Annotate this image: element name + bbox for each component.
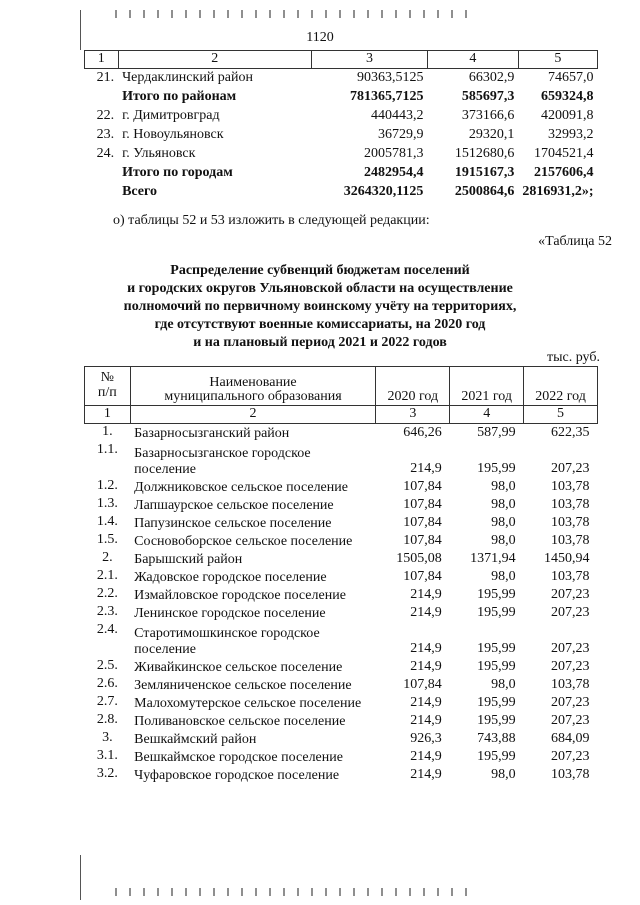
table-row xyxy=(85,748,598,766)
row-value: 659324,8 xyxy=(541,89,594,105)
value-2021: 195,99 xyxy=(477,641,516,657)
row-name: Всего xyxy=(122,184,158,200)
row-number: 2.2. xyxy=(96,586,118,601)
row-name: г. Ульяновск xyxy=(122,146,196,162)
row-value: 32993,2 xyxy=(548,127,594,143)
value-2020: 107,84 xyxy=(403,497,442,513)
row-number: 23. xyxy=(96,127,115,143)
table-row xyxy=(85,532,598,550)
row-value: 74657,0 xyxy=(548,70,594,86)
value-2020: 107,84 xyxy=(403,515,442,531)
row-name: Малохомутерское сельское поселение xyxy=(134,695,362,711)
value-2020: 214,9 xyxy=(410,641,442,657)
value-2022: 207,23 xyxy=(551,713,590,729)
row-number: 1.1. xyxy=(96,442,118,457)
value-2022: 103,78 xyxy=(551,677,590,693)
value-2022: 207,23 xyxy=(551,749,590,765)
value-2022: 103,78 xyxy=(551,533,590,549)
value-2020: 214,9 xyxy=(410,695,442,711)
value-2022: 207,23 xyxy=(551,461,590,477)
row-value: 2816931,2»; xyxy=(522,184,594,200)
subvention-table xyxy=(84,366,598,784)
value-2021: 195,99 xyxy=(477,695,516,711)
value-2020: 107,84 xyxy=(403,533,442,549)
row-number: 1.5. xyxy=(96,532,118,547)
col-2021-header: 2021 год xyxy=(450,367,524,406)
table-row xyxy=(85,766,598,784)
scan-edge-bottom xyxy=(80,855,81,900)
row-number xyxy=(85,88,119,107)
row-name: Ленинское городское поселение xyxy=(134,605,326,621)
value-2022: 103,78 xyxy=(551,497,590,513)
table-row xyxy=(85,126,598,145)
row-value: 420091,8 xyxy=(541,108,594,124)
row-name: Должниковское сельское поселение xyxy=(134,479,348,495)
value-2020: 646,26 xyxy=(403,425,442,441)
value-2021: 195,99 xyxy=(477,461,516,477)
row-number: 2.8. xyxy=(96,712,118,727)
value-2022: 103,78 xyxy=(551,515,590,531)
row-number: 3.1. xyxy=(96,748,118,763)
row-value: 1704521,4 xyxy=(534,146,594,162)
row-name: Итого по районам xyxy=(122,89,237,105)
previous-table-header: 1 2 3 4 5 xyxy=(85,51,598,69)
units-label: тыс. руб. xyxy=(547,350,600,365)
row-name: Старотимошкинское городское поселение xyxy=(134,625,320,657)
row-name: Папузинское сельское поселение xyxy=(134,515,332,531)
value-2021: 98,0 xyxy=(491,479,516,495)
row-name: Чердаклинский район xyxy=(122,70,253,86)
col-2020-header: 2020 год xyxy=(376,367,450,406)
row-value: 585697,3 xyxy=(461,89,515,105)
row-value: 2157606,4 xyxy=(534,165,594,181)
value-2020: 214,9 xyxy=(410,749,442,765)
value-2020: 214,9 xyxy=(410,461,442,477)
row-number: 22. xyxy=(96,108,115,124)
value-2021: 98,0 xyxy=(491,767,516,783)
value-2022: 207,23 xyxy=(551,641,590,657)
table-row xyxy=(85,145,598,164)
row-number: 1.4. xyxy=(96,514,118,529)
value-2021: 98,0 xyxy=(491,497,516,513)
row-name: Лапшаурское сельское поселение xyxy=(134,497,334,513)
row-name: Вешкаймский район xyxy=(134,731,257,747)
page-number: 1120 xyxy=(306,30,334,45)
subvention-table-header xyxy=(85,367,598,406)
row-value: 36729,9 xyxy=(377,127,424,143)
value-2021: 98,0 xyxy=(491,533,516,549)
row-name: Базарносызганское городское поселение xyxy=(134,445,311,477)
row-name: Итого по городам xyxy=(122,165,233,181)
table-row xyxy=(85,676,598,694)
col-2022-header: 2022 год xyxy=(524,367,598,406)
value-2022: 103,78 xyxy=(551,479,590,495)
value-2022: 207,23 xyxy=(551,695,590,711)
row-number: 2.3. xyxy=(96,604,118,619)
row-name: Барышский район xyxy=(134,551,243,567)
row-number: 1.2. xyxy=(96,478,118,493)
table-row xyxy=(85,694,598,712)
row-value: 2005781,3 xyxy=(363,146,424,162)
row-name: Вешкаймское городское поселение xyxy=(134,749,343,765)
row-name: Земляниченское сельское поселение xyxy=(134,677,352,693)
row-value: 781365,7125 xyxy=(349,89,424,105)
table-row xyxy=(85,658,598,676)
row-value: 1512680,6 xyxy=(454,146,515,162)
row-value: 29320,1 xyxy=(468,127,515,143)
table-row xyxy=(85,568,598,586)
row-number: 2. xyxy=(102,550,113,565)
table-row xyxy=(85,183,598,202)
row-number: 2.7. xyxy=(96,694,118,709)
row-name: г. Димитровград xyxy=(122,108,220,124)
row-name: Чуфаровское городское поселение xyxy=(134,767,340,783)
table-row xyxy=(85,586,598,604)
row-number: 3. xyxy=(102,730,113,745)
value-2021: 98,0 xyxy=(491,569,516,585)
col-number-header: № п/п xyxy=(85,367,131,406)
row-value: 2500864,6 xyxy=(454,184,515,200)
row-value: 440443,2 xyxy=(370,108,424,124)
value-2021: 743,88 xyxy=(477,731,516,747)
row-number xyxy=(85,183,119,202)
col-name-header: Наименование муниципального образования xyxy=(130,367,376,406)
value-2020: 107,84 xyxy=(403,569,442,585)
value-2022: 207,23 xyxy=(551,659,590,675)
value-2021: 195,99 xyxy=(477,749,516,765)
row-value: 373166,6 xyxy=(461,108,515,124)
table-title: Распределение субвенций бюджетам поселений и городских округов Ульяновской области на осуществление полномочий по первичному воинскому учёту на территориях, где отсутствуют военные комиссариаты, на 2020 год и на плановый период 2021 и 2022 годов xyxy=(123,263,517,350)
row-value: 2482954,4 xyxy=(363,165,424,181)
amendment-note: о) таблицы 52 и 53 изложить в следующей редакции: xyxy=(113,213,430,228)
value-2020: 214,9 xyxy=(410,767,442,783)
value-2022: 207,23 xyxy=(551,587,590,603)
value-2021: 195,99 xyxy=(477,587,516,603)
row-number: 1.3. xyxy=(96,496,118,511)
value-2021: 195,99 xyxy=(477,713,516,729)
table-row xyxy=(85,496,598,514)
row-number: 1. xyxy=(102,424,113,439)
row-number: 2.1. xyxy=(96,568,118,583)
row-name: Поливановское сельское поселение xyxy=(134,713,346,729)
scan-marks-bottom xyxy=(115,888,475,896)
row-number: 21. xyxy=(96,70,115,86)
value-2020: 926,3 xyxy=(410,731,442,747)
row-number: 2.4. xyxy=(96,622,118,637)
table-row xyxy=(85,550,598,568)
value-2020: 107,84 xyxy=(403,677,442,693)
value-2021: 1371,94 xyxy=(470,551,516,567)
previous-table xyxy=(84,50,598,202)
value-2022: 622,35 xyxy=(551,425,590,441)
row-name: г. Новоульяновск xyxy=(122,127,224,143)
table-row xyxy=(85,622,598,658)
row-name: Базарносызганский район xyxy=(134,425,290,441)
value-2022: 1450,94 xyxy=(544,551,590,567)
value-2021: 587,99 xyxy=(477,425,516,441)
table-row xyxy=(85,730,598,748)
value-2021: 98,0 xyxy=(491,677,516,693)
table-reference: «Таблица 52 xyxy=(538,234,612,249)
row-number: 24. xyxy=(96,146,115,162)
value-2022: 207,23 xyxy=(551,605,590,621)
value-2021: 98,0 xyxy=(491,515,516,531)
value-2020: 214,9 xyxy=(410,605,442,621)
table-row xyxy=(85,604,598,622)
row-value: 3264320,1125 xyxy=(343,184,424,200)
value-2021: 195,99 xyxy=(477,605,516,621)
table-row xyxy=(85,69,598,89)
row-name: Жадовское городское поселение xyxy=(134,569,327,585)
row-value: 1915167,3 xyxy=(454,165,515,181)
row-name: Измайловское городское поселение xyxy=(134,587,346,603)
row-number: 2.5. xyxy=(96,658,118,673)
value-2020: 1505,08 xyxy=(396,551,442,567)
row-number: 2.6. xyxy=(96,676,118,691)
value-2020: 107,84 xyxy=(403,479,442,495)
table-row xyxy=(85,712,598,730)
table-row xyxy=(85,478,598,496)
table-row xyxy=(85,107,598,126)
row-value: 66302,9 xyxy=(468,70,515,86)
value-2020: 214,9 xyxy=(410,587,442,603)
row-number xyxy=(85,164,119,183)
row-name: Живайкинское сельское поселение xyxy=(134,659,343,675)
scan-marks-top xyxy=(115,10,475,18)
row-value: 90363,5125 xyxy=(356,70,424,86)
value-2022: 103,78 xyxy=(551,569,590,585)
table-row xyxy=(85,424,598,443)
value-2022: 684,09 xyxy=(551,731,590,747)
value-2022: 103,78 xyxy=(551,767,590,783)
value-2021: 195,99 xyxy=(477,659,516,675)
table-row xyxy=(85,514,598,532)
row-name: Сосновоборское сельское поселение xyxy=(134,533,353,549)
table-row xyxy=(85,88,598,107)
subvention-table-col-numbers: 1 2 3 4 5 xyxy=(85,406,598,424)
table-row xyxy=(85,164,598,183)
value-2020: 214,9 xyxy=(410,659,442,675)
value-2020: 214,9 xyxy=(410,713,442,729)
row-number: 3.2. xyxy=(96,766,118,781)
table-row xyxy=(85,442,598,478)
